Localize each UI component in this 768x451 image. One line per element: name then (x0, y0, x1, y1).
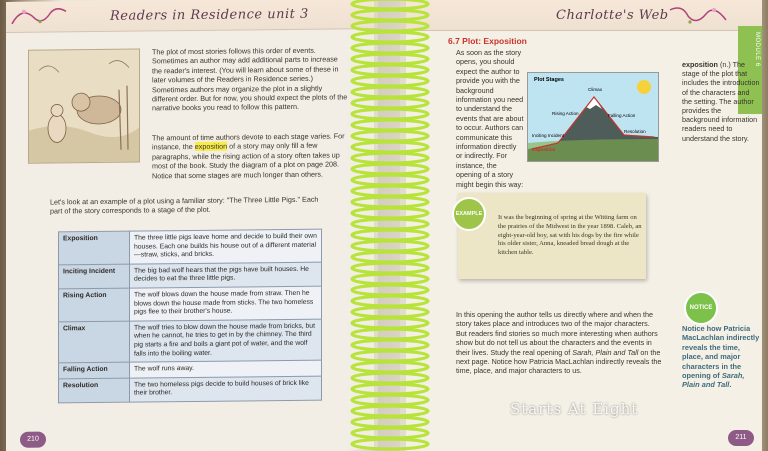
right-header-title: Charlotte's Web (556, 8, 669, 23)
diagram-label: Climax (588, 87, 603, 92)
diagram-label: Exposition (532, 147, 556, 152)
table-row (59, 262, 322, 289)
table-row (59, 286, 322, 322)
book-title-reference: Sarah, Plain and Tall (572, 347, 639, 357)
left-paragraph-3: Let's look at an example of a plot using a familiar story: "The Three Little Pigs." Each part of the story corresponds to a stage of the plot. (50, 194, 319, 216)
stage-name: Rising Action (59, 288, 130, 322)
decorative-swirl-icon (668, 2, 728, 28)
left-paragraph-2-end: of a story may only fill a few paragraphs, while the rising action of a story often takes up most of the book. Study the diagram of a plot on page 208. Notice that some stages are much longer than others. (152, 141, 340, 181)
stage-description: The wolf runs away. (130, 360, 322, 378)
plot-stages-table (58, 229, 322, 404)
stage-name: Exposition (59, 231, 130, 265)
sidebar-part-of-speech: (n.) (719, 60, 731, 69)
left-header-title: Readers in Residence unit 3 (110, 6, 309, 24)
right-paragraph-2-start: In this opening the author tells us directly where and when the story takes place and introduces two of the major characters. But readers find stories so much more interesting when authors show but do not tell us about the characters and the events in their lives. Study the real opening of (456, 310, 658, 357)
notice-book-title: Sarah, Plain and Tall (682, 371, 745, 390)
stage-description: The big bad wolf hears that the pigs have built houses. He decides to eat the three little pigs. (130, 262, 322, 288)
section-title: 6.7 Plot: Exposition (448, 36, 527, 46)
plot-stages-diagram (527, 72, 659, 162)
module-label: MODULE 6 (754, 32, 760, 67)
sidebar-definition-text: The stage of the plot that includes the introduction of the characters and the setting. The author provides the background information readers need to understand the story. (682, 60, 760, 143)
diagram-title: Plot Stages (534, 77, 564, 83)
notice-text (682, 324, 760, 390)
example-text: It was the beginning of spring at the Witting farm on the prairies of the Midwest in the year 1898. Caleb, an eight-year-old boy, sat with his dogs by the fire while his older sister, Anna, kneaded bread dough at the kitchen table. (498, 214, 642, 257)
right-paragraph-2 (456, 310, 662, 376)
left-paragraph-1: The plot of most stories follows this order of events. Sometimes an author may add additional parts to increase the reader's interest. (You will learn about some of these in later volumes of the Readers in Residence series.) Sometimes authors may organize the plot in a slightly different order. But for now, you should expect the plots of the narrative books you read to follow this pattern. (152, 45, 348, 113)
stage-description: The wolf tries to blow down the house made from bricks, but when he cannot, he tries to get in by the chimney. The third pig starts a fire and boils a giant pot of water, and the wolf falls into the boiling water. (130, 319, 322, 362)
diagram-label: Rising Action (552, 111, 579, 116)
sidebar-definition (682, 60, 760, 143)
stage-description: The three little pigs leave home and decide to build their own houses. Each one builds his house out of a different material—straw, sticks, and bricks. (130, 229, 322, 264)
left-header (6, 0, 378, 33)
stage-name: Resolution (59, 378, 130, 403)
table-row (59, 376, 322, 403)
sidebar-term: exposition (682, 60, 718, 69)
left-page (6, 0, 378, 451)
three-pigs-illustration (28, 49, 140, 164)
diagram-label: Resolution (624, 129, 646, 134)
decorative-swirl-icon (10, 3, 70, 30)
notice-badge: NOTICE (684, 291, 718, 325)
spiral-binding (344, 0, 436, 451)
table-row (59, 229, 322, 265)
left-page-number: 210 (20, 432, 46, 448)
table-row (59, 319, 322, 363)
watermark: Starts At Eight (510, 400, 639, 418)
right-paragraph-1: As soon as the story opens, you should expect the author to provide you with the background information you need to understand the events that are about to occur. Authors can communicate this information directly or indirectly. For instance, the opening of a story might begin this way: (456, 48, 524, 189)
stage-name: Climax (59, 321, 130, 363)
right-paragraph-2-end: on the next page. Notice how Patricia MacLachlan indirectly reveals the time, place, and major characters to us. (456, 347, 662, 376)
stage-description: The wolf blows down the house made from straw. Then he blows down the house made from sticks. The two homeless pigs flee to their brother's house. (130, 286, 322, 321)
left-paragraph-2-start: The amount of time authors devote to each stage varies. For instance, the (152, 131, 345, 152)
stage-name: Inciting Incident (59, 264, 130, 289)
diagram-label: Inciting Incident (532, 133, 564, 138)
left-paragraph-2 (152, 131, 348, 180)
right-header (400, 0, 762, 31)
highlighted-word-exposition: exposition (194, 142, 228, 152)
notice-text-end: . (729, 380, 732, 390)
stage-description: The two homeless pigs decide to build houses of brick like their brother. (130, 376, 322, 402)
stage-name: Falling Action (59, 362, 130, 378)
example-badge: EXAMPLE (452, 197, 486, 231)
notice-text-start: Notice how Patricia MacLachlan indirectly reveals the time, place, and major characters in the opening of (682, 324, 760, 381)
right-page-number: 211 (728, 430, 754, 446)
diagram-label: Falling Action (608, 113, 636, 118)
